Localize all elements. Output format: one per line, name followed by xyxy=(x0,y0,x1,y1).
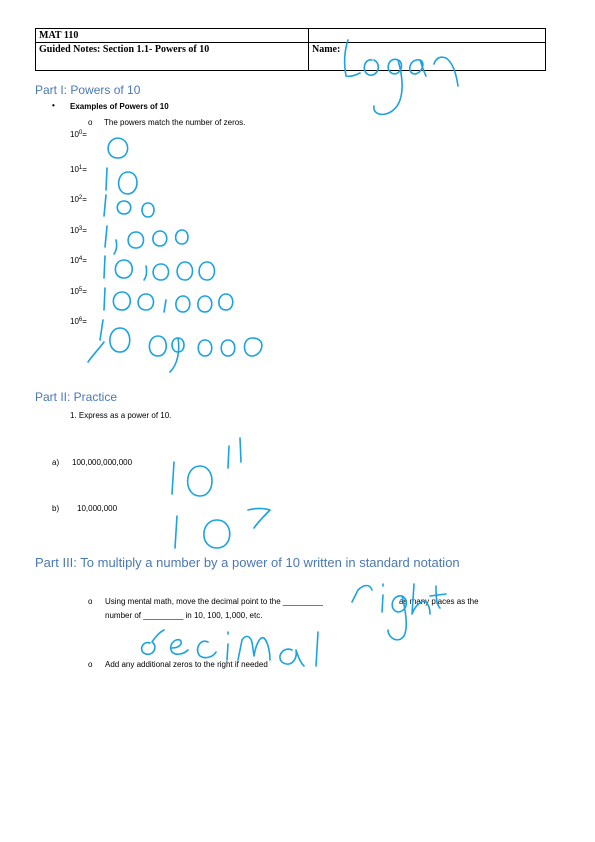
power-row: $10^0=$ xyxy=(70,130,87,139)
name-label: Name: xyxy=(309,43,546,71)
section-title: Guided Notes: Section 1.1- Powers of 10 xyxy=(36,43,309,71)
power-row: $10^4=$ xyxy=(70,256,87,265)
header-table xyxy=(35,28,546,71)
empty-cell xyxy=(309,29,546,43)
handwritten-answer xyxy=(108,138,128,158)
part1-heading: Part I: Powers of 10 xyxy=(35,83,141,97)
item-label: b) xyxy=(52,504,60,513)
handwritten-answer xyxy=(106,168,137,194)
part3-bullet2: Add any additional zeros to the right if needed xyxy=(105,660,268,669)
item-value: 10,000,000 xyxy=(77,504,118,513)
course-cell: MAT 110 xyxy=(36,29,309,43)
circle-bullet: o xyxy=(88,118,93,127)
handwritten-answer xyxy=(104,195,154,217)
power-row: $10^3=$ xyxy=(70,226,87,235)
part2-instruction: 1. Express as a power of 10. xyxy=(70,411,172,420)
item-value: 100,000,000,000 xyxy=(72,458,133,467)
handwritten-answer xyxy=(104,256,215,280)
part3-bullet1: Using mental math, move the decimal point to the _________ as many places as the xyxy=(105,597,479,606)
circle-bullet: o xyxy=(88,660,93,669)
part3-bullet1-line2: number of _________ in 10, 100, 1,000, etc. xyxy=(105,611,263,620)
item-label: a) xyxy=(52,458,60,467)
part1-bullet: Examples of Powers of 10 xyxy=(70,102,169,111)
circle-bullet: o xyxy=(88,597,93,606)
handwritten-answer-right xyxy=(352,584,446,640)
power-row: $10^2=$ xyxy=(70,195,87,204)
part3-heading: Part III: To multiply a number by a power of 10 written in standard notation xyxy=(35,555,460,570)
handwritten-answer xyxy=(105,226,188,254)
power-row: $10^5=$ xyxy=(70,287,87,296)
bullet-dot: • xyxy=(52,101,55,110)
power-row: $10^6=$ xyxy=(70,317,87,326)
part1-sub-bullet: The powers match the number of zeros. xyxy=(104,118,246,127)
power-row: $10^1=$ xyxy=(70,165,87,174)
part2-heading: Part II: Practice xyxy=(35,390,118,404)
handwritten-answer xyxy=(104,288,233,312)
handwritten-answer xyxy=(172,438,241,496)
handwritten-answer xyxy=(175,509,270,549)
handwritten-answer xyxy=(88,320,262,372)
